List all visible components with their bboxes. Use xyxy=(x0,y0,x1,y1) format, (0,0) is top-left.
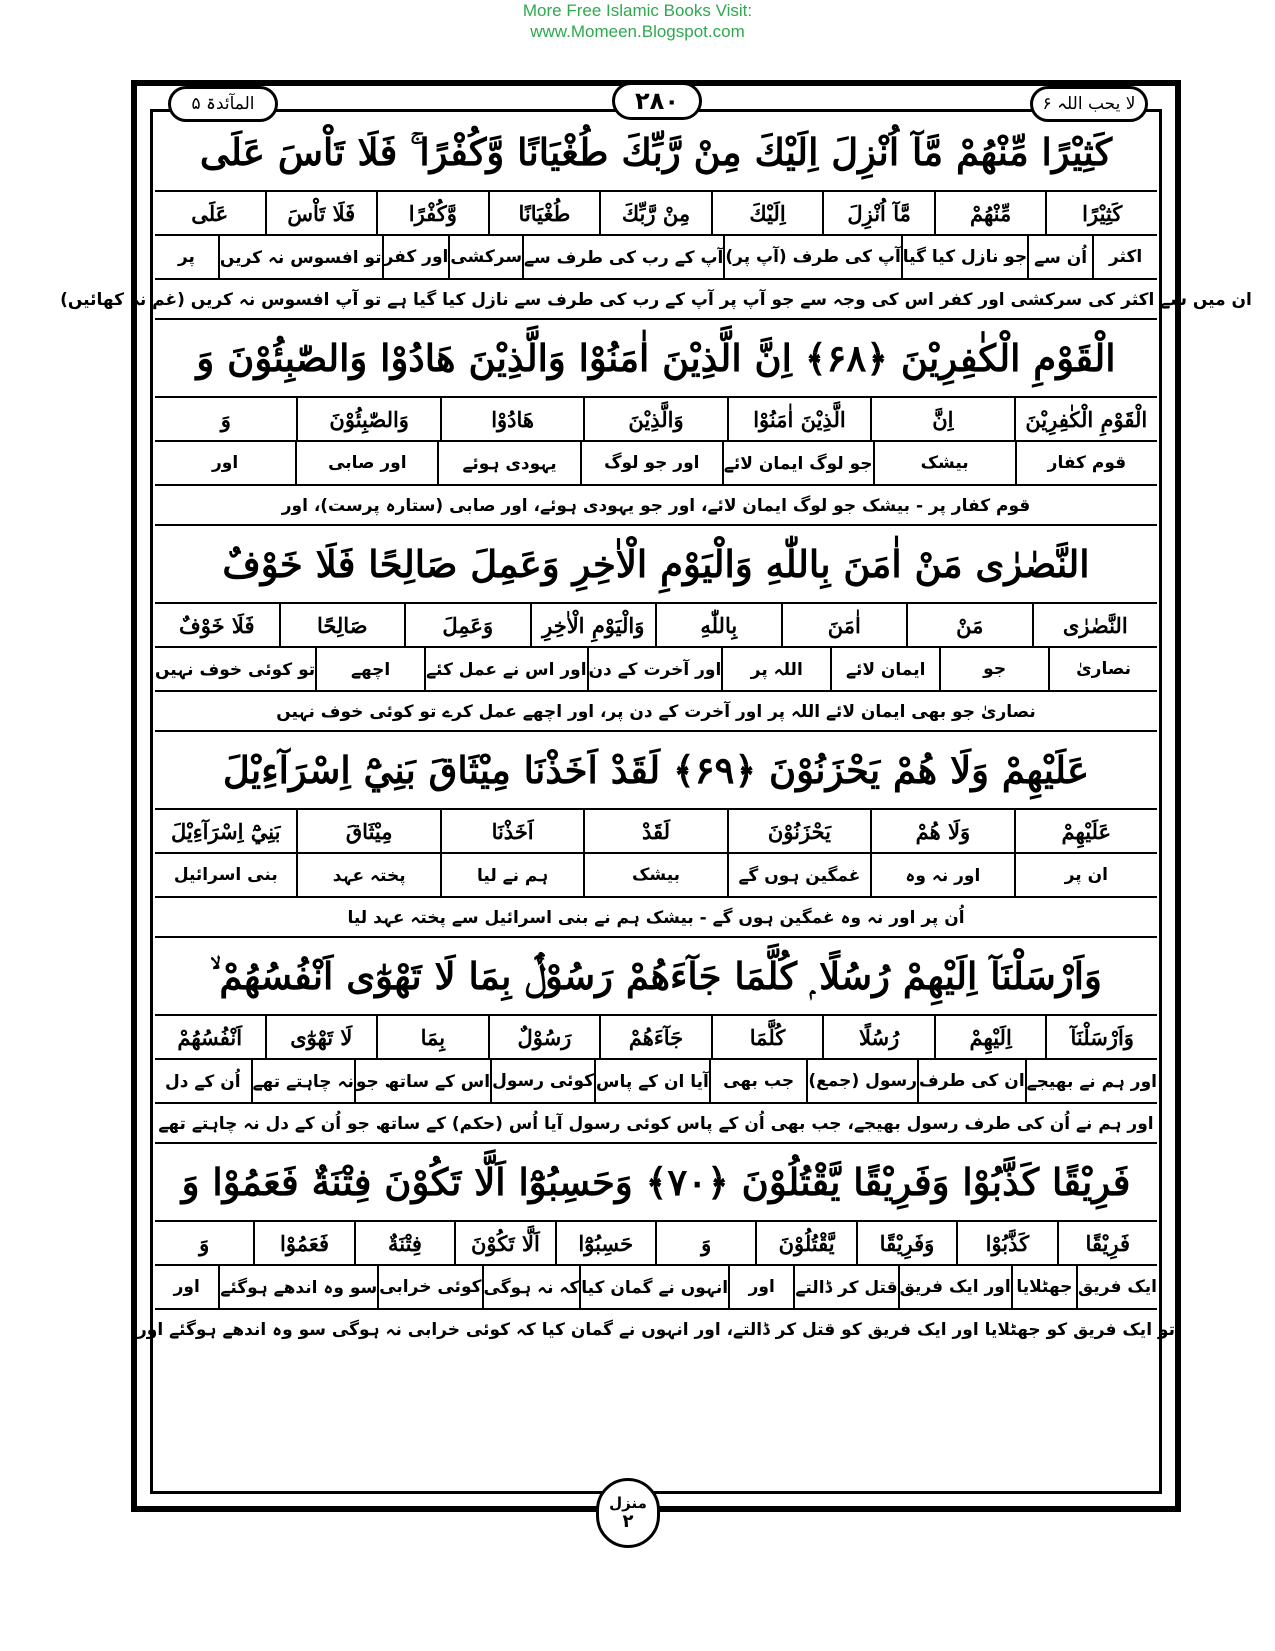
word-cell: عَلَى xyxy=(191,200,229,226)
arabic-verse-line: عَلَيْهِمْ وَلَا هُمْ يَحْزَنُوْنَ ﴿۶۹﴾ لَقَدْ اَخَذْنَا مِيْثَاقَ بَنِيْٓ اِسْرَآءِيْلَ xyxy=(155,732,1157,810)
word-cell: اِلَيْهِمْ xyxy=(934,1016,1046,1058)
word-cell: عَلَيْهِمْ xyxy=(1014,810,1157,852)
verse-block xyxy=(155,936,1157,1142)
word-meaning-cell: اور نہ وہ xyxy=(870,854,1013,896)
word-meaning-cell: ہم نے لیا xyxy=(440,854,583,896)
word-cell: مَنْ xyxy=(906,604,1032,646)
word-cell: وَاَرْسَلْنَآ xyxy=(1045,1016,1157,1058)
word-meaning-cell: نہ چاہتے تھے xyxy=(251,1060,354,1102)
word-cell: النَّصٰرٰى xyxy=(1032,604,1158,646)
word-cell: اٰمَنَ xyxy=(781,604,907,646)
word-cell: وَالصّٰبِئُوْنَ xyxy=(296,398,439,440)
word-meaning-cell: اور کفر xyxy=(382,236,449,278)
word-meaning-row xyxy=(155,1266,1157,1310)
word-cell: اِلَيْكَ xyxy=(711,192,823,234)
urdu-translation-line: ان میں سے اکثر کی سرکشی اور کفر اس کی وجہ سے جو آپ پر آپ کے رب کی طرف سے نازل کیا گیا ہے تو آپ افسوس نہ کریں (غم نہ کھائیں) xyxy=(60,289,1252,310)
word-meaning-cell: اور ہم نے بھیجے xyxy=(1025,1060,1157,1102)
manzil-label: منزل xyxy=(609,1494,647,1512)
arabic-verse-line: فَرِيْقًا كَذَّبُوْا وَفَرِيْقًا يَّقْتُلُوْنَ ﴿۷۰﴾ وَحَسِبُوْٓا اَلَّا تَكُوْنَ فِتْنَةٌ فَعَمُوْا وَ xyxy=(155,1144,1157,1222)
word-meaning-cell: اور xyxy=(212,453,239,473)
word-meaning-cell: اُن سے xyxy=(1027,236,1092,278)
urdu-translation-line: قوم کفار پر - بیشک جو لوگ ایمان لائے، اور جو یہودی ہوئے، اور صابی (ستارہ پرست)، اور xyxy=(281,495,1031,516)
word-meaning-cell: ان پر xyxy=(1014,854,1157,896)
word-meaning-cell: غمگین ہوں گے xyxy=(727,854,870,896)
word-cell: بِاللّٰهِ xyxy=(655,604,781,646)
arabic-verse-line: الْقَوْمِ الْكٰفِرِيْنَ ﴿۶۸﴾ اِنَّ الَّذِيْنَ اٰمَنُوْا وَالَّذِيْنَ هَادُوْا وَالصّٰبِئُوْنَ وَ xyxy=(155,320,1157,398)
word-meaning-cell: قتل کر ڈالتے xyxy=(793,1266,897,1308)
word-meaning-cell: آپ کی طرف (آپ پر) xyxy=(723,236,900,278)
word-meaning-cell: بیشک xyxy=(583,854,726,896)
word-cell: رُسُلًا xyxy=(822,1016,934,1058)
word-cell: اِنَّ xyxy=(870,398,1013,440)
arabic-verse-line: وَاَرْسَلْنَآ اِلَيْهِمْ رُسُلًا ۭ كُلَّمَا جَآءَهُمْ رَسُوْلٌۢ بِمَا لَا تَهْوٰٓى اَنْفُسُهُمْ ۙ xyxy=(155,938,1157,1016)
word-meaning-cell: اور آخرت کے دن xyxy=(587,648,722,690)
word-meaning-row xyxy=(155,442,1157,486)
juz-name-label: لا یحب اللہ ۶ xyxy=(1030,86,1148,122)
site-banner-line1[interactable]: More Free Islamic Books Visit: xyxy=(522,1,753,20)
word-meaning-row xyxy=(155,854,1157,898)
word-meaning-cell: رسول (جمع) xyxy=(806,1060,917,1102)
word-cell: اَنْفُسُهُمْ xyxy=(177,1024,243,1050)
urdu-translation-line: اور ہم نے اُن کی طرف رسول بھیجے، جب بھی اُن کے پاس کوئی رسول آیا اُس (حکم) کے ساتھ جو اُن کے دل نہ چاہتے تھے xyxy=(158,1113,1154,1134)
word-meaning-row xyxy=(155,648,1157,692)
word-meaning-cell: کوئی رسول xyxy=(490,1060,594,1102)
word-meaning-cell: ایک فریق xyxy=(1076,1266,1157,1308)
manzil-number: ۲ xyxy=(622,1511,634,1532)
word-meaning-cell: جو xyxy=(939,648,1048,690)
word-meaning-cell: اور اس نے عمل کئے xyxy=(424,648,586,690)
word-meaning-cell: ایمان لائے xyxy=(830,648,939,690)
surah-name-label: المآئدۃ ۵ xyxy=(168,86,278,122)
word-row xyxy=(155,810,1157,854)
word-cell: صَالِحًا xyxy=(279,604,405,646)
word-row xyxy=(155,1016,1157,1060)
word-meaning-row xyxy=(155,236,1157,280)
word-cell: الْقَوْمِ الْكٰفِرِيْنَ xyxy=(1014,398,1157,440)
word-cell: فِتْنَةٌ xyxy=(354,1222,454,1264)
verse-block xyxy=(137,1142,1175,1348)
word-cell: هَادُوْا xyxy=(440,398,583,440)
word-meaning-cell: اس کے ساتھ جو xyxy=(354,1060,490,1102)
word-meaning-cell: اللہ پر xyxy=(721,648,830,690)
word-cell: مَّآ اُنْزِلَ xyxy=(822,192,934,234)
word-cell: جَآءَهُمْ xyxy=(599,1016,711,1058)
word-cell: وَالْيَوْمِ الْاٰخِرِ xyxy=(530,604,656,646)
word-meaning-cell: کوئی خرابی xyxy=(377,1266,481,1308)
page-number: ۲۸۰ xyxy=(612,82,702,120)
site-banner xyxy=(0,0,1275,42)
word-cell: اَخَذْنَا xyxy=(440,810,583,852)
word-meaning-cell: جو نازل کیا گیا xyxy=(901,236,1027,278)
word-cell: حَسِبُوْٓا xyxy=(555,1222,655,1264)
word-cell: الَّذِيْنَ اٰمَنُوْا xyxy=(727,398,870,440)
word-meaning-cell: یہودی ہوئے xyxy=(437,442,579,484)
word-meaning-cell: انہوں نے گمان کیا xyxy=(579,1266,728,1308)
verse-block xyxy=(60,114,1252,318)
word-meaning-cell: آپ کے رب کی طرف سے xyxy=(522,236,723,278)
word-cell: لَقَدْ xyxy=(583,810,726,852)
word-meaning-cell: سو وہ اندھے ہوگئے xyxy=(218,1266,377,1308)
word-cell: كَذَّبُوْا xyxy=(956,1222,1056,1264)
word-cell: وَلَا هُمْ xyxy=(870,810,1013,852)
word-cell: يَحْزَنُوْنَ xyxy=(727,810,870,852)
word-meaning-cell: اور صابی xyxy=(295,442,437,484)
arabic-verse-line: النَّصٰرٰى مَنْ اٰمَنَ بِاللّٰهِ وَالْيَوْمِ الْاٰخِرِ وَعَمِلَ صَالِحًا فَلَا خَوْفٌ xyxy=(155,526,1157,604)
word-meaning-cell: بیشک xyxy=(873,442,1015,484)
word-cell: بَنِيْٓ اِسْرَآءِيْلَ xyxy=(171,818,281,844)
manzil-marker xyxy=(596,1478,660,1548)
word-meaning-cell: سرکشی xyxy=(448,236,522,278)
word-cell: وَ xyxy=(220,406,231,432)
word-cell: فَعَمُوْا xyxy=(253,1222,353,1264)
word-meaning-cell: جھٹلایا xyxy=(1011,1266,1076,1308)
word-meaning-cell: اچھے xyxy=(315,648,424,690)
word-cell: مِّنْهُمْ xyxy=(934,192,1046,234)
word-cell: فَلَا تَاْسَ xyxy=(265,192,377,234)
word-meaning-cell: اور xyxy=(728,1266,793,1308)
word-row xyxy=(155,398,1157,442)
word-row xyxy=(155,1222,1157,1266)
word-cell: بِمَا xyxy=(376,1016,488,1058)
word-cell: طُغْيَانًا xyxy=(488,192,600,234)
word-meaning-cell: تو افسوس نہ کریں xyxy=(218,236,382,278)
word-meaning-cell: اور جو لوگ xyxy=(580,442,722,484)
word-meaning-cell: کہ نہ ہوگی xyxy=(482,1266,580,1308)
word-meaning-cell: جو لوگ ایمان لائے xyxy=(722,442,873,484)
urdu-translation-line: اُن پر اور نہ وہ غمگین ہوں گے - بیشک ہم نے بنی اسرائیل سے پختہ عہد لیا xyxy=(347,907,965,928)
verse-block xyxy=(155,524,1157,730)
verse-content xyxy=(60,114,1252,1348)
word-meaning-cell: جب بھی xyxy=(709,1060,807,1102)
word-meaning-cell: پر xyxy=(177,247,195,267)
word-cell: يَّقْتُلُوْنَ xyxy=(755,1222,855,1264)
word-cell: مِيْثَاقَ xyxy=(296,810,439,852)
word-meaning-row xyxy=(155,1060,1157,1104)
word-cell: وَّكُفْرًا xyxy=(376,192,488,234)
word-cell: فَرِيْقًا xyxy=(1057,1222,1157,1264)
word-cell: كُلَّمَا xyxy=(711,1016,823,1058)
urdu-translation-line: نصاریٰ جو بھی ایمان لائے اللہ پر اور آخرت کے دن پر، اور اچھے عمل کرے تو کوئی خوف نہیں xyxy=(276,701,1036,722)
word-meaning-cell: اور xyxy=(173,1277,200,1297)
word-cell: فَلَا خَوْفٌ xyxy=(179,612,255,638)
word-cell: اَلَّا تَكُوْنَ xyxy=(454,1222,554,1264)
verse-block xyxy=(155,318,1157,524)
word-meaning-cell: پختہ عہد xyxy=(296,854,439,896)
word-cell: مِنْ رَّبِّكَ xyxy=(599,192,711,234)
word-meaning-cell: اُن کے دل xyxy=(165,1071,241,1092)
word-cell: رَسُوْلٌ xyxy=(488,1016,600,1058)
word-cell: وَ xyxy=(199,1230,210,1256)
arabic-verse-line: كَثِيْرًا مِّنْهُمْ مَّآ اُنْزِلَ اِلَيْكَ مِنْ رَّبِّكَ طُغْيَانًا وَّكُفْرًا ۚ فَلَا تَاْسَ عَلَى xyxy=(155,114,1157,192)
word-cell: لَا تَهْوٰٓى xyxy=(265,1016,377,1058)
word-cell: وَعَمِلَ xyxy=(404,604,530,646)
word-cell: كَثِيْرًا xyxy=(1045,192,1157,234)
word-meaning-cell: ان کی طرف xyxy=(917,1060,1025,1102)
word-cell: وَالَّذِيْنَ xyxy=(583,398,726,440)
word-row xyxy=(155,192,1157,236)
word-cell: وَ xyxy=(655,1222,755,1264)
word-meaning-cell: قوم کفار xyxy=(1015,442,1157,484)
word-cell: وَفَرِيْقًا xyxy=(856,1222,956,1264)
word-meaning-cell: نصاریٰ xyxy=(1048,648,1157,690)
urdu-translation-line: تو ایک فریق کو جھٹلایا اور ایک فریق کو قتل کر ڈالتے، اور انہوں نے گمان کیا کہ کوئی خرابی نہ ہوگی سو وہ اندھے ہوگئے اور xyxy=(137,1319,1175,1340)
word-meaning-cell: تو کوئی خوف نہیں xyxy=(154,659,316,680)
word-meaning-cell: آیا ان کے پاس xyxy=(594,1060,709,1102)
verse-block xyxy=(155,730,1157,936)
word-meaning-cell: اور ایک فریق xyxy=(898,1266,1011,1308)
site-banner-url[interactable]: www.Momeen.Blogspot.com xyxy=(530,22,745,41)
word-row xyxy=(155,604,1157,648)
word-meaning-cell: بنی اسرائیل xyxy=(173,865,278,885)
word-meaning-cell: اکثر xyxy=(1092,236,1157,278)
